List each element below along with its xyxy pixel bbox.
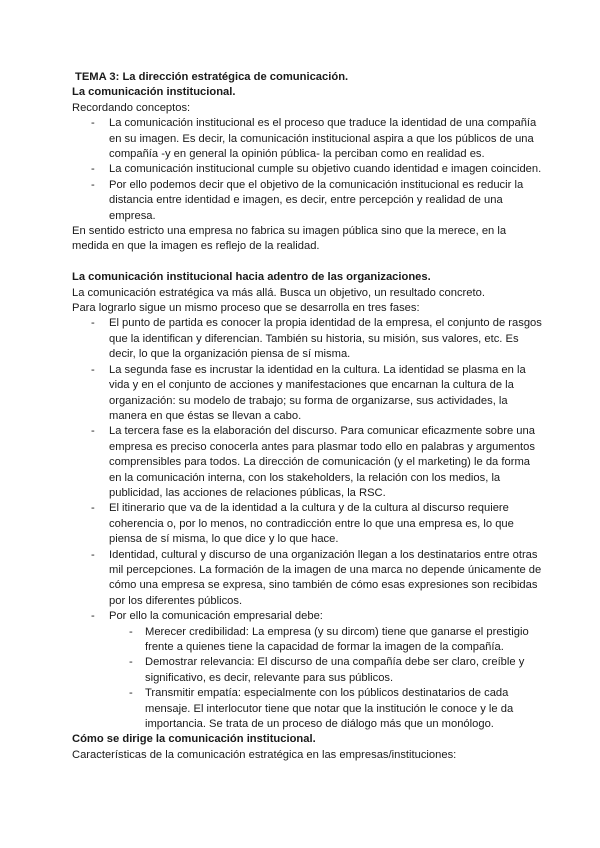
list-item: - El punto de partida es conocer la propia identidad de la empresa, el conjunto de rasgos que la identifican y diferencian. También su historia, su misión, sus valores, etc. Es decir, lo que la organización piensa de sí misma.	[72, 316, 542, 362]
list-item-text: Por ello la comunicación empresarial debe:	[109, 610, 323, 623]
section-heading-hacia-adentro: La comunicación institucional hacia adentro de las organizaciones.	[72, 271, 431, 284]
section2-bullet-list	[72, 316, 542, 732]
list-item: - Identidad, cultural y discurso de una organización llegan a los destinatarios entre otras mil percepciones. La formación de la imagen de una marca no depende únicamente de cómo una empresa se expresa, sino también de cómo esas expresiones son recibidas por los diferentes públicos.	[72, 548, 542, 610]
section1-bullet-list	[72, 116, 542, 224]
list-item: - La comunicación institucional cumple su objetivo cuando identidad e imagen coinciden.	[72, 162, 542, 177]
list-item: - Por ello podemos decir que el objetivo de la comunicación institucional es reducir la distancia entre identidad e imagen, es decir, entre percepción y realidad de una empresa.	[72, 178, 542, 224]
list-item: - La comunicación institucional es el proceso que traduce la identidad de una compañía en su imagen. Es decir, la comunicación institucional aspira a que los públicos de una compañía -y en general la opinión pública- la perciban como en realidad es.	[72, 116, 542, 162]
section2-sub-bullet-list	[109, 625, 542, 733]
document-title: TEMA 3: La dirección estratégica de comunicación.	[75, 71, 349, 83]
list-item: - La segunda fase es incrustar la identidad en la cultura. La identidad se plasma en la vida y en el conjunto de acciones y manifestaciones que encarnan la cultura de la organización: su modelo de trabajo; su forma de organizarse, sus actividades, la manera en que éstas se llevan a cabo.	[72, 363, 542, 425]
section2-intro-1: La comunicación estratégica va más allá. Busca un objetivo, un resultado concreto.	[72, 286, 485, 299]
section1-intro: Recordando conceptos:	[72, 101, 191, 114]
list-item: - La tercera fase es la elaboración del discurso. Para comunicar eficazmente sobre una empresa es preciso conocerla antes para plasmar todo ello en palabras y argumentos comprensibles para todos. La dirección de comunicación (y el marketing) le da forma en la comunicación interna, con los stakeholders, la relación con los medios, la publicidad, las acciones de relaciones públicas, la RSC.	[72, 424, 542, 501]
section2-intro-2: Para lograrlo sigue un mismo proceso que se desarrolla en tres fases:	[72, 302, 420, 315]
spacer	[72, 255, 542, 270]
section1-closing: En sentido estricto una empresa no fabrica su imagen pública sino que la merece, en la medida en que la imagen es reflejo de la realidad.	[72, 225, 507, 253]
sub-list-item: - Merecer credibilidad: La empresa (y su dircom) tiene que ganarse el prestigio frente a quienes tiene la capacidad de formar la imagen de la compañía.	[109, 625, 542, 656]
section3-intro: Características de la comunicación estratégica en las empresas/instituciones:	[72, 748, 457, 761]
list-item: - El itinerario que va de la identidad a la cultura y de la cultura al discurso requiere coherencia o, por lo menos, no contradicción entre lo que una empresa es, lo que piensa de sí misma, lo que dice y lo que hace.	[72, 501, 542, 547]
section-heading-como-se-dirige: Cómo se dirige la comunicación institucional.	[72, 733, 316, 746]
section-heading-comunicacion-institucional: La comunicación institucional.	[72, 86, 236, 99]
sub-list-item: - Transmitir empatía: especialmente con los públicos destinatarios de cada mensaje. El interlocutor tiene que notar que la institución le conoce y le da importancia. Se trata de un proceso de diálogo más que un monólogo.	[109, 686, 542, 732]
list-item-with-sublist	[72, 609, 542, 732]
sub-list-item: - Demostrar relevancia: El discurso de una compañía debe ser claro, creíble y significativo, es decir, relevante para sus públicos.	[109, 655, 542, 686]
document-page	[72, 70, 542, 763]
